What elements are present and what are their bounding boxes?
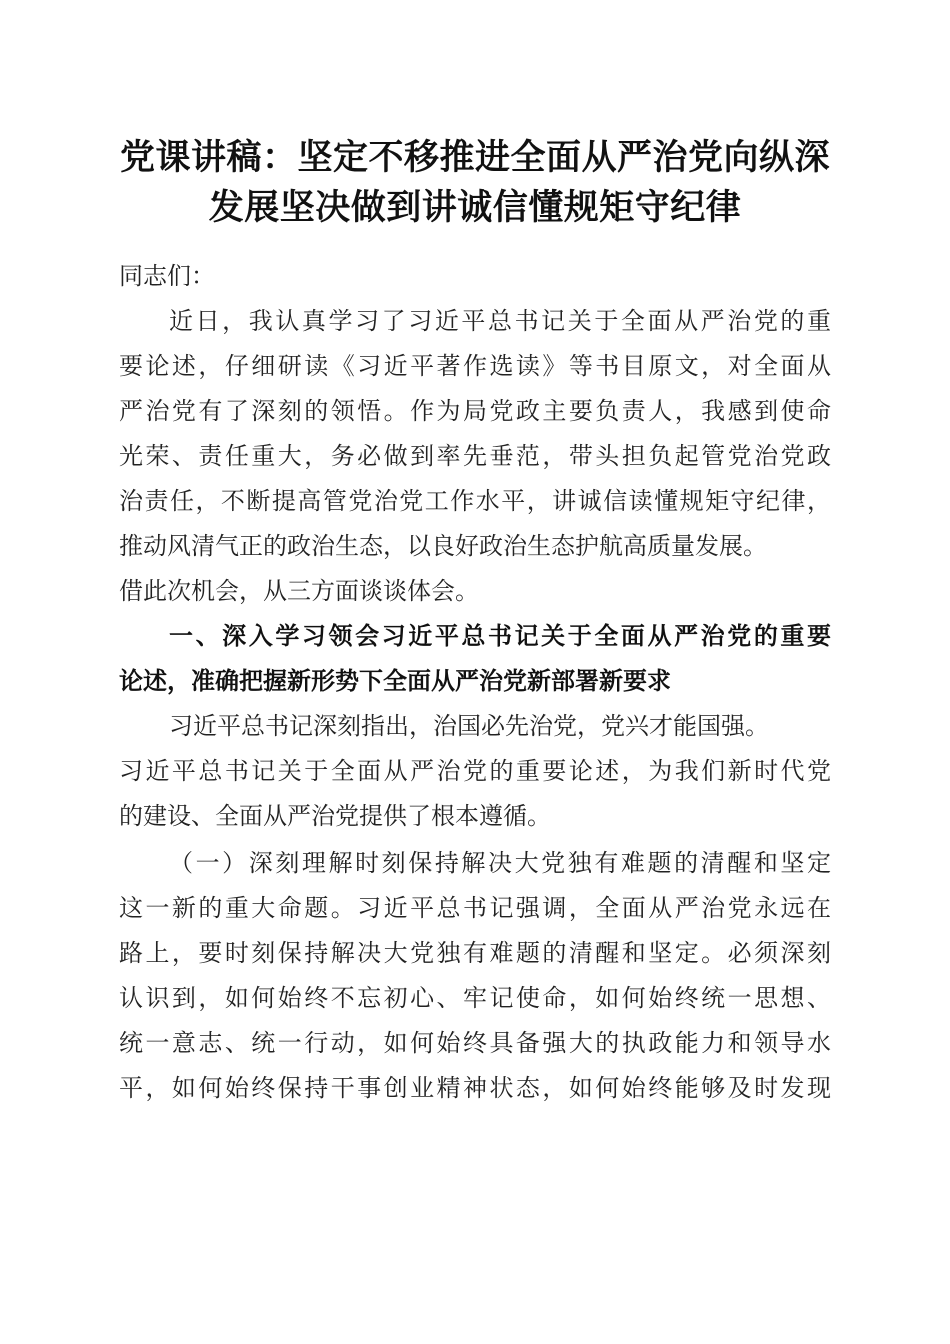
paragraph-line: 近日，我认真学习了习近平总书记关于全面从严治党的重 xyxy=(169,307,831,335)
salutation: 同志们： xyxy=(119,262,215,290)
paragraph-line: 路上，要时刻保持解决大党独有难题的清醒和坚定。必须深刻 xyxy=(119,939,831,967)
title-line-1: 党课讲稿：坚定不移推进全面从严治党向纵深 xyxy=(119,137,830,178)
paragraph-line: （一）深刻理解时刻保持解决大党独有难题的清醒和坚定 xyxy=(169,849,831,877)
paragraph-line: 严治党有了深刻的领悟。作为局党政主要负责人，我感到使命 xyxy=(119,397,831,425)
heading-line: 一、深入学习领会习近平总书记关于全面从严治党的重要 xyxy=(169,622,831,650)
paragraph-line: 治责任，不断提高管党治党工作水平，讲诚信读懂规矩守纪律， xyxy=(119,487,831,515)
paragraph-line: 认识到，如何始终不忘初心、牢记使命，如何始终统一思想、 xyxy=(119,984,831,1012)
intro-paragraph xyxy=(119,299,831,614)
paragraph-line: 这一新的重大命题。习近平总书记强调，全面从严治党永远在 xyxy=(119,894,831,922)
subsection-1-paragraph xyxy=(119,841,831,1111)
section-1-paragraph xyxy=(119,704,831,839)
paragraph-line: 的建设、全面从严治党提供了根本遵循。 xyxy=(119,802,551,830)
paragraph-line: 统一意志、统一行动，如何始终具备强大的执政能力和领导水 xyxy=(119,1029,831,1057)
paragraph-line: 平，如何始终保持干事创业精神状态，如何始终能够及时发现 xyxy=(119,1074,831,1102)
heading-line: 论述，准确把握新形势下全面从严治党新部署新要求 xyxy=(119,667,671,695)
title-line-2: 发展坚决做到讲诚信懂规矩守纪律 xyxy=(208,187,742,228)
paragraph-line: 习近平总书记关于全面从严治党的重要论述，为我们新时代党 xyxy=(119,757,831,785)
paragraph-line: 光荣、责任重大，务必做到率先垂范，带头担负起管党治党政 xyxy=(119,442,831,470)
paragraph-line: 借此次机会，从三方面谈谈体会。 xyxy=(119,577,479,605)
paragraph-line: 习近平总书记深刻指出，治国必先治党，党兴才能国强。 xyxy=(169,712,769,740)
section-1-heading xyxy=(119,614,831,704)
paragraph-line: 推动风清气正的政治生态，以良好政治生态护航高质量发展。 xyxy=(119,532,767,560)
paragraph-line: 要论述，仔细研读《习近平著作选读》等书目原文，对全面从 xyxy=(119,352,831,380)
document-title xyxy=(100,133,850,233)
document-body xyxy=(119,254,831,1111)
